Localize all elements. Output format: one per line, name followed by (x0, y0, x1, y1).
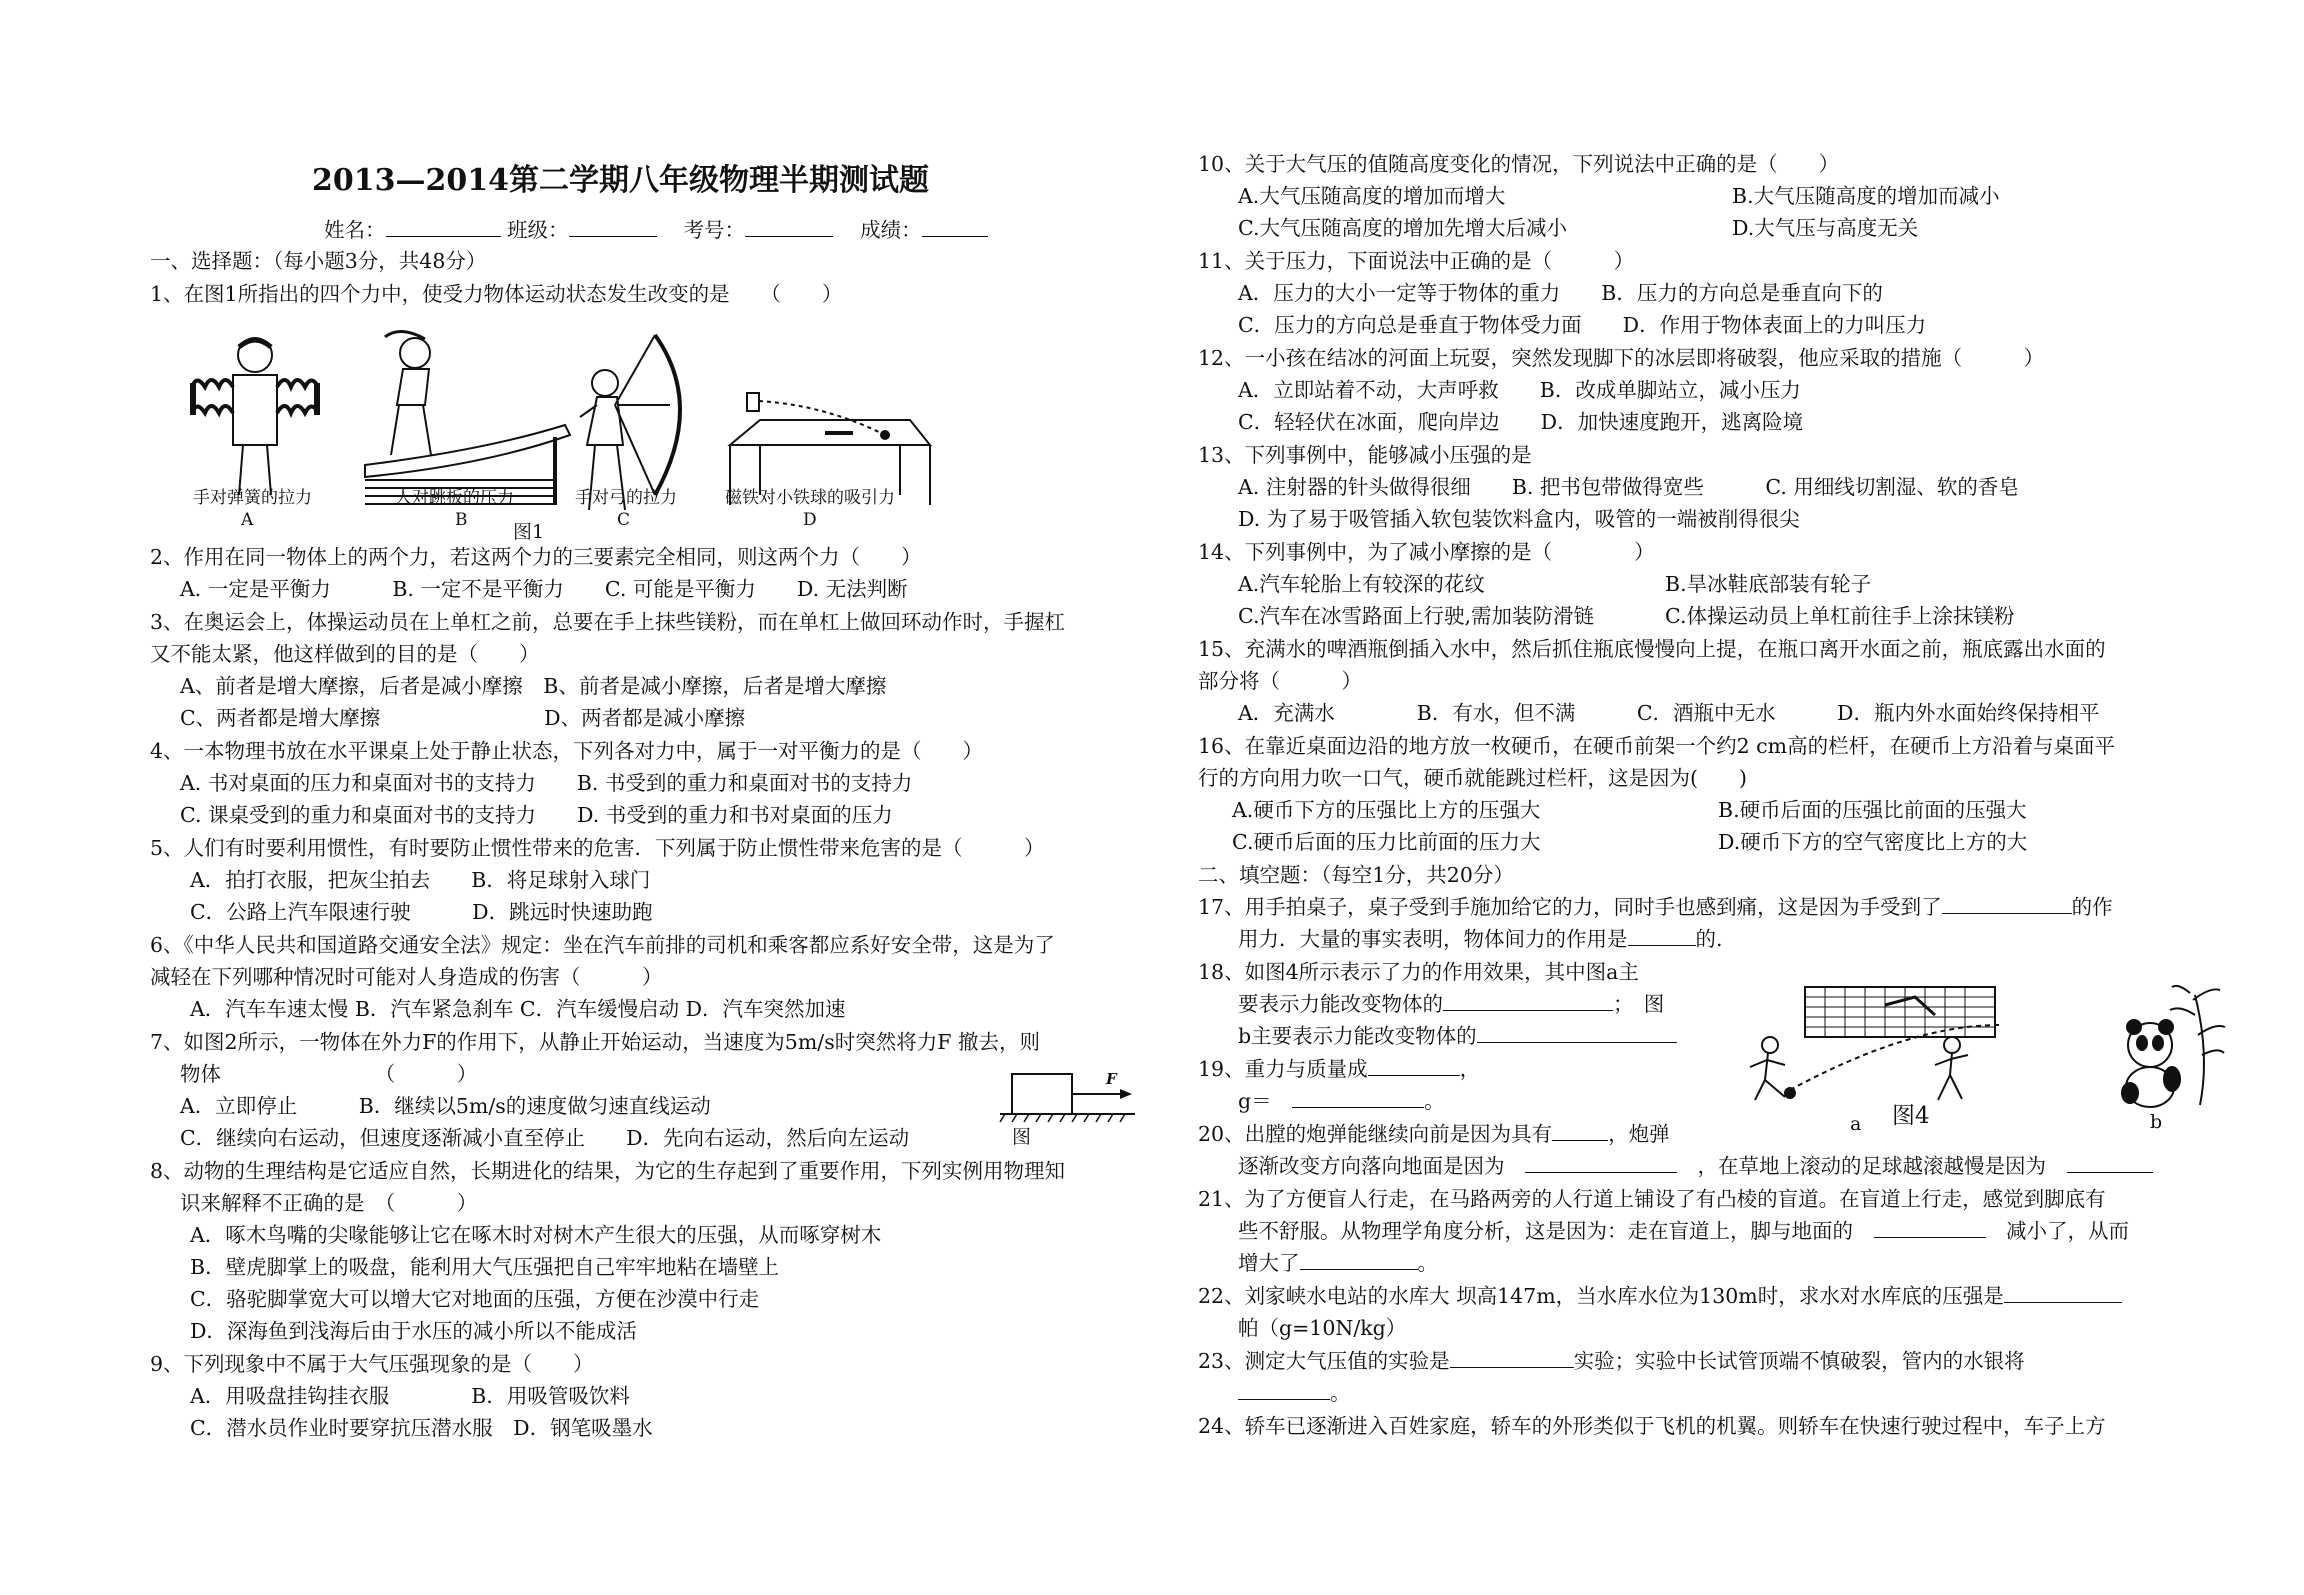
question-17-blank-1[interactable] (1942, 895, 2072, 914)
question-19-text-a: 19、重力与质量成 (1198, 1057, 1368, 1081)
question-7-options-cd: C．继续向右运动，但速度逐渐减小直至停止 D．先向右运动，然后向左运动 (180, 1126, 910, 1150)
question-7-line-1: 7、如图2所示，一物体在外力F的作用下，从静止开始运动，当速度为5m/s时突然将力F 撤去，则 (150, 1030, 1040, 1054)
question-18-blank-1[interactable] (1443, 992, 1613, 1011)
question-16-option-a: A.硬币下方的压强比上方的压强大 (1232, 798, 1541, 822)
section-choice-heading: 一、选择题：（每小题3分，共48分） (150, 249, 487, 273)
question-8-option-d: D．深海鱼到浅海后由于水压的减小所以不能成活 (190, 1319, 637, 1343)
question-9-options-cd: C．潜水员作业时要穿抗压潜水服 D．钢笔吸墨水 (190, 1416, 653, 1440)
question-21-text-b: 减小了，从而 (2006, 1219, 2129, 1243)
number-field[interactable] (745, 216, 833, 237)
panda-bamboo-illustration (2122, 986, 2225, 1107)
figure-2 (1000, 1068, 1140, 1148)
number-label: 考号： (683, 218, 746, 242)
question-20-blank-1[interactable] (1552, 1122, 1608, 1141)
question-21-blank-1[interactable] (1874, 1219, 1986, 1238)
question-3-options-ab: A、前者是增大摩擦，后者是减小摩擦 B、前者是减小摩擦，后者是增大摩擦 (180, 674, 887, 698)
question-10-option-a: A.大气压随高度的增加而增大 (1238, 184, 1506, 208)
class-field[interactable] (569, 216, 657, 237)
question-19-line-1 (1198, 1055, 1480, 1083)
question-4-options-cd: C. 课桌受到的重力和桌面对书的支持力 D. 书受到的重力和书对桌面的压力 (180, 803, 893, 827)
question-21-text-c: 增大了 (1238, 1251, 1300, 1275)
question-14-option-b: B.旱冰鞋底部装有轮子 (1665, 572, 1872, 596)
question-7-line-2: 物体 （ ） (180, 1062, 478, 1086)
figure-4-title: 图4 (1892, 1103, 1930, 1129)
question-14: 14、下列事例中，为了减小摩擦的是（ ） (1198, 540, 1655, 564)
question-24: 24、轿车已逐渐进入百姓家庭，轿车的外形类似于飞机的机翼。则轿车在快速行驶过程中，车子上方 (1198, 1414, 2106, 1438)
question-20-line-2 (1238, 1152, 2153, 1180)
question-16-line-1: 16、在靠近桌面边沿的地方放一枚硬币，在硬币前架一个约2 cm高的栏杆，在硬币上方沿着与桌面平 (1198, 734, 2116, 758)
figure-1-letter-b: B (455, 510, 468, 530)
question-3-line-1: 3、在奥运会上，体操运动员在上单杠之前，总要在手上抹些镁粉，而在单杠上做回环动作时，手握杠 (150, 610, 1066, 634)
question-13-option-d: D. 为了易于吸管插入软包装饮料盒内，吸管的一端被削得很尖 (1238, 507, 1800, 531)
question-9-options-ab: A．用吸盘挂钩挂衣服 B．用吸管吸饮料 (190, 1384, 630, 1408)
question-4-options-ab: A. 书对桌面的压力和桌面对书的支持力 B. 书受到的重力和桌面对书的支持力 (180, 771, 913, 795)
question-11-options-ab: A．压力的大小一定等于物体的重力 B．压力的方向总是垂直向下的 (1238, 281, 1883, 305)
question-5-options-ab: A．拍打衣服，把灰尘拍去 B．将足球射入球门 (190, 868, 651, 892)
question-22-text-a: 22、刘家峡水电站的水库大 坝高147m，当水库水位为130m时，求水对水库底的压强是 (1198, 1284, 2004, 1308)
question-16-option-c: C.硬币后面的压力比前面的压力大 (1232, 830, 1541, 854)
question-23-line-2 (1238, 1379, 1351, 1407)
figure-1-letter-d: D (803, 510, 817, 530)
question-2: 2、作用在同一物体上的两个力，若这两个力的三要素完全相同，则这两个力（ ） (150, 545, 922, 569)
question-20-text-d: ，在草地上滚动的足球越滚越慢是因为 (1697, 1154, 2046, 1178)
question-21-line-3 (1238, 1249, 1438, 1277)
question-8-line-2: 识来解释不正确的是 （ ） (180, 1191, 478, 1215)
question-17-text-c: 用力．大量的事实表明，物体间力的作用是 (1238, 927, 1628, 951)
question-13-options-abc: A. 注射器的针头做得很细 B. 把书包带做得宽些 C. 用细线切割湿、软的香皂 (1238, 475, 2019, 499)
question-17-blank-2[interactable] (1628, 927, 1696, 946)
question-19-text-c: g＝ (1238, 1089, 1272, 1113)
question-18-blank-2[interactable] (1477, 1024, 1677, 1043)
question-21-text-d: 。 (1417, 1251, 1438, 1275)
question-22-line-2: 帕（g=10N/kg） (1238, 1316, 1407, 1340)
question-5-options-cd: C．公路上汽车限速行驶 D．跳远时快速助跑 (190, 900, 653, 924)
question-19-blank-2[interactable] (1292, 1089, 1424, 1108)
figure-1-caption-d: 磁铁对小铁球的吸引力 (725, 488, 895, 508)
question-6-line-2: 减轻在下列哪种情况时可能对人身造成的伤害（ ） (150, 965, 663, 989)
question-23-text-a: 23、测定大气压值的实验是 (1198, 1349, 1450, 1373)
question-23-blank-1[interactable] (1450, 1349, 1574, 1368)
question-21-text-a: 些不舒服。从物理学角度分析，这是因为：走在盲道上，脚与地面的 (1238, 1219, 1853, 1243)
question-8-option-a: A．啄木鸟嘴的尖喙能够让它在啄木时对树木产生很大的压强，从而啄穿树木 (190, 1223, 882, 1247)
question-11-options-cd: C．压力的方向总是垂直于物体受力面 D．作用于物体表面上的力叫压力 (1238, 313, 1927, 337)
question-10-option-c: C.大气压随高度的增加先增大后减小 (1238, 216, 1567, 240)
diving-board-illustration (365, 331, 570, 505)
figure-1 (185, 325, 965, 543)
question-17-text-a: 17、用手拍桌子，桌子受到手施加给它的力，同时手也感到痛，这是因为手受到了 (1198, 895, 1942, 919)
question-8-line-1: 8、动物的生理结构是它适应自然，长期进化的结果，为它的生存起到了重要作用，下列实例用物理知 (150, 1159, 1066, 1183)
question-20-text-b: ，炮弹 (1608, 1122, 1670, 1146)
question-12: 12、一小孩在结冰的河面上玩耍，突然发现脚下的冰层即将破裂，他应采取的措施（ ） (1198, 346, 2045, 370)
question-12-options-ab: A．立即站着不动，大声呼救 B．改成单脚站立，减小压力 (1238, 378, 1801, 402)
question-20-line-1 (1198, 1120, 1670, 1148)
spring-stretch-illustration (193, 338, 317, 495)
question-17-line-2 (1238, 925, 1723, 953)
question-15-options: A．充满水 B．有水，但不满 C．酒瓶中无水 D．瓶内外水面始终保持相平 (1238, 701, 2100, 725)
figure-4 (1710, 975, 2300, 1140)
question-14-option-a: A.汽车轮胎上有较深的花纹 (1238, 572, 1485, 596)
question-6-options: A．汽车车速太慢 B．汽车紧急刹车 C．汽车缓慢启动 D．汽车突然加速 (190, 997, 846, 1021)
question-22-line-1 (1198, 1282, 2122, 1310)
figure-1-letter-c: C (617, 510, 631, 530)
question-23-text-c: 。 (1330, 1381, 1351, 1405)
figure-4-drawings (1710, 975, 2300, 1110)
question-10-option-b: B.大气压随高度的增加而减小 (1732, 184, 2000, 208)
question-23-line-1 (1198, 1347, 2025, 1375)
question-4: 4、一本物理书放在水平课桌上处于静止状态，下列各对力中，属于一对平衡力的是（ ） (150, 739, 984, 763)
question-15-line-1: 15、充满水的啤酒瓶倒插入水中，然后抓住瓶底慢慢向上提，在瓶口离开水面之前，瓶底露出水面的 (1198, 637, 2106, 661)
question-7-options-ab: A．立即停止 B．继续以5m/s的速度做匀速直线运动 (180, 1094, 711, 1118)
question-5: 5、人们有时要利用惯性，有时要防止惯性带来的危害．下列属于防止惯性带来危害的是（ ） (150, 836, 1045, 860)
question-18-line-3 (1238, 1022, 1677, 1050)
question-19-text-d: 。 (1424, 1089, 1445, 1113)
question-19-line-2 (1238, 1087, 1445, 1115)
question-21-line-2 (1238, 1217, 2129, 1245)
question-3-line-2: 又不能太紧，他这样做到的目的是（ ） (150, 642, 540, 666)
question-17-line-1 (1198, 893, 2113, 921)
force-label: F (1106, 1070, 1117, 1088)
question-20-blank-3[interactable] (2067, 1154, 2153, 1173)
question-14-option-c: C.汽车在冰雪路面上行驶,需加装防滑链 (1238, 604, 1594, 628)
question-18-text-b: 要表示力能改变物体的 (1238, 992, 1443, 1016)
question-3-options-cd: C、两者都是增大摩擦 D、两者都是减小摩擦 (180, 706, 746, 730)
question-9: 9、下列现象中不属于大气压强现象的是（ ） (150, 1352, 594, 1376)
figure-1-caption-b: 人对跳板的压力 (395, 488, 514, 508)
question-10-option-d: D.大气压与高度无关 (1732, 216, 1919, 240)
question-21-blank-2[interactable] (1300, 1251, 1418, 1270)
question-16-option-d: D.硬币下方的空气密度比上方的大 (1718, 830, 2028, 854)
figure-2-block-diagram (1000, 1068, 1140, 1128)
figure-1-caption-a: 手对弹簧的拉力 (193, 488, 312, 508)
question-14-option-d: C.体操运动员上单杠前往手上涂抹镁粉 (1665, 604, 2015, 628)
question-2-options: A. 一定是平衡力 B. 一定不是平衡力 C. 可能是平衡力 D. 无法判断 (180, 577, 908, 601)
question-16-option-b: B.硬币后面的压强比前面的压强大 (1718, 798, 2027, 822)
question-15-line-2: 部分将（ ） (1198, 669, 1362, 693)
figure-4-label-a: a (1850, 1113, 1862, 1135)
question-1: 1、在图1所指出的四个力中，使受力物体运动状态发生改变的是 （ ） (150, 282, 843, 306)
figure-1-title: 图1 (513, 521, 545, 543)
class-label: 班级： (507, 218, 569, 242)
question-10: 10、关于大气压的值随高度变化的情况，下列说法中正确的是（ ） (1198, 152, 1840, 176)
question-21-line-1: 21、为了方便盲人行走，在马路两旁的人行道上铺设了有凸棱的盲道。在盲道上行走，感觉到脚底有 (1198, 1187, 2106, 1211)
question-18-text-d: b主要表示力能改变物体的 (1238, 1024, 1477, 1048)
score-label: 成绩： (860, 218, 922, 242)
question-16-line-2: 行的方向用力吹一口气，硬币就能跳过栏杆，这是因为( ) (1198, 766, 1747, 790)
question-23-blank-2[interactable] (1238, 1381, 1330, 1400)
section-fill-heading: 二、填空题：（每空1分，共20分） (1198, 863, 1514, 887)
question-13: 13、下列事例中，能够减小压强的是 (1198, 443, 1532, 467)
question-20-text-c: 逐渐改变方向落向地面是因为 (1238, 1154, 1505, 1178)
question-18-line-2 (1238, 990, 1664, 1018)
question-18-line-1: 18、如图4所示表示了力的作用效果，其中图a主 (1198, 960, 1639, 984)
page-title: 2013—2014第二学期八年级物理半期测试题 (312, 163, 929, 198)
question-17-text-b: 的作 (2071, 895, 2113, 919)
question-12-options-cd: C．轻轻伏在冰面，爬向岸边 D．加快速度跑开，逃离险境 (1238, 410, 1804, 434)
figure-1-caption-c: 手对弓的拉力 (575, 488, 677, 508)
block (1012, 1074, 1072, 1114)
name-label: 姓名： (324, 218, 386, 242)
question-22-blank-1[interactable] (2004, 1284, 2122, 1303)
name-field[interactable] (386, 216, 501, 237)
score-field[interactable] (922, 216, 988, 237)
figure-1-letter-a: A (241, 510, 254, 530)
figure-2-title: 图 (1012, 1126, 1032, 1148)
question-23-text-b: 实验；实验中长试管顶端不慎破裂，管内的水银将 (1573, 1349, 2025, 1373)
question-6-line-1: 6、《中华人民共和国道路交通安全法》规定：坐在汽车前排的司机和乘客都应系好安全带，这是为了 (150, 933, 1055, 957)
question-17-text-d: 的. (1695, 927, 1723, 951)
student-info-line (324, 216, 988, 244)
force-arrow-icon (1120, 1089, 1132, 1099)
figure-4-label-b: b (2150, 1111, 2163, 1133)
question-11: 11、关于压力，下面说法中正确的是（ ） (1198, 249, 1635, 273)
soccer-illustration (1750, 987, 2000, 1100)
question-18-text-c: ； 图 (1613, 992, 1665, 1016)
question-8-option-c: C．骆驼脚掌宽大可以增大它对地面的压强，方便在沙漠中行走 (190, 1287, 760, 1311)
question-20-blank-2[interactable] (1525, 1154, 1677, 1173)
question-8-option-b: B．壁虎脚掌上的吸盘，能利用大气压强把自己牢牢地粘在墙壁上 (190, 1255, 780, 1279)
question-20-text-a: 20、出膛的炮弹能继续向前是因为具有 (1198, 1122, 1553, 1146)
question-19-text-b: ， (1459, 1057, 1481, 1081)
archer-illustration (580, 335, 680, 510)
question-19-blank-1[interactable] (1368, 1057, 1460, 1076)
